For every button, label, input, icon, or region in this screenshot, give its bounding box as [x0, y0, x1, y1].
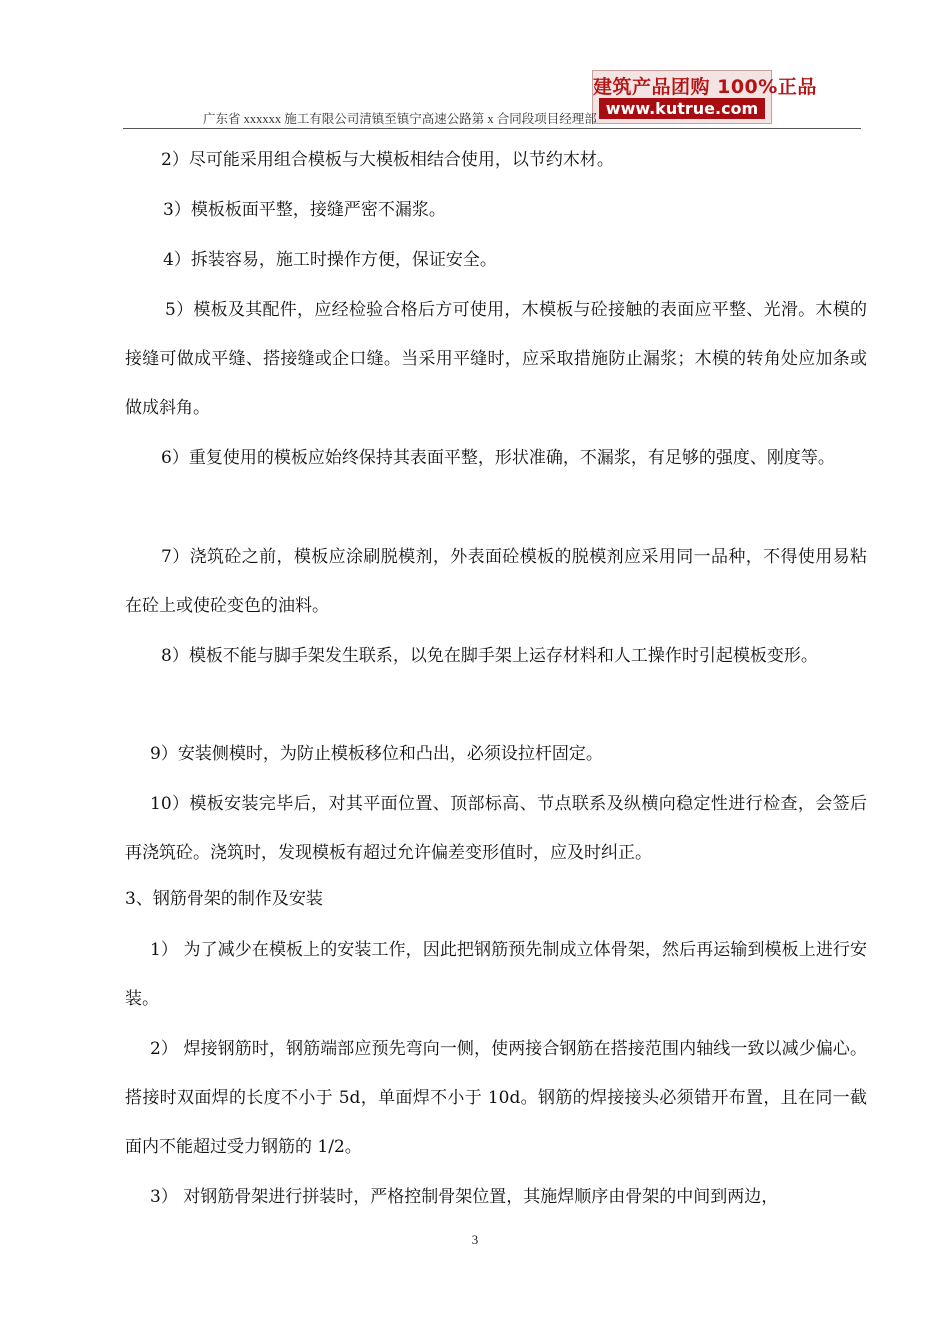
header-divider [123, 128, 861, 129]
logo-url: www.kutrue.com [599, 98, 765, 119]
paragraph-item-9: 9）安装侧模时，为防止模板移位和凸出，必须设拉杆固定。 [150, 744, 603, 764]
logo-slogan: 建筑产品团购 100%正品 [593, 76, 817, 98]
brand-logo [592, 70, 817, 124]
page-header-title: 广东省 xxxxxx 施工有限公司清镇至镇宁高速公路第 x 合同段项目经理部 [203, 112, 597, 126]
paragraph-item-6: 6）重复使用的模板应始终保持其表面平整，形状准确，不漏浆，有足够的强度、刚度等。 [161, 448, 835, 468]
page-number: 3 [471, 1232, 479, 1247]
section-heading: 3、钢筋骨架的制作及安装 [125, 889, 323, 909]
paragraph-item-4: 4）拆装容易，施工时操作方便，保证安全。 [163, 250, 497, 270]
paragraph-item-5: 5）模板及其配件，应经检验合格后方可使用，木模板与砼接触的表面应平整、光滑。木模的接缝可做成平缝、搭接缝或企口缝。当采用平缝时，应采取措施防止漏浆；木模的转角处应加条或做成斜角。 [125, 300, 867, 418]
paragraph-item-2: 2）尽可能采用组合模板与大模板相结合使用，以节约木材。 [161, 150, 614, 170]
paragraph-item-10: 10）模板安装完毕后，对其平面位置、顶部标高、节点联系及纵横向稳定性进行检查，会签后再浇筑砼。浇筑时，发现模板有超过允许偏差变形值时，应及时纠正。 [125, 794, 867, 863]
paragraph-item-8: 8）模板不能与脚手架发生联系，以免在脚手架上运存材料和人工操作时引起模板变形。 [161, 646, 818, 666]
section-item-1: 1） 为了减少在模板上的安装工作，因此把钢筋预先制成立体骨架，然后再运输到模板上进行安装。 [125, 940, 867, 1009]
section-item-3: 3） 对钢筋骨架进行拼装时，严格控制骨架位置，其施焊顺序由骨架的中间到两边， [150, 1187, 779, 1207]
paragraph-item-7: 7）浇筑砼之前，模板应涂刷脱模剂，外表面砼模板的脱模剂应采用同一品种，不得使用易粘在砼上或使砼变色的油料。 [125, 547, 867, 616]
paragraph-item-3: 3）模板板面平整，接缝严密不漏浆。 [163, 200, 446, 220]
section-item-2: 2） 焊接钢筋时，钢筋端部应预先弯向一侧，使两接合钢筋在搭接范围内轴线一致以减少偏心。搭接时双面焊的长度不小于 5d，单面焊不小于 10d。钢筋的焊接接头必须错开布置，且在同一截面内不能超过受力钢筋的 1/2。 [125, 1039, 867, 1157]
